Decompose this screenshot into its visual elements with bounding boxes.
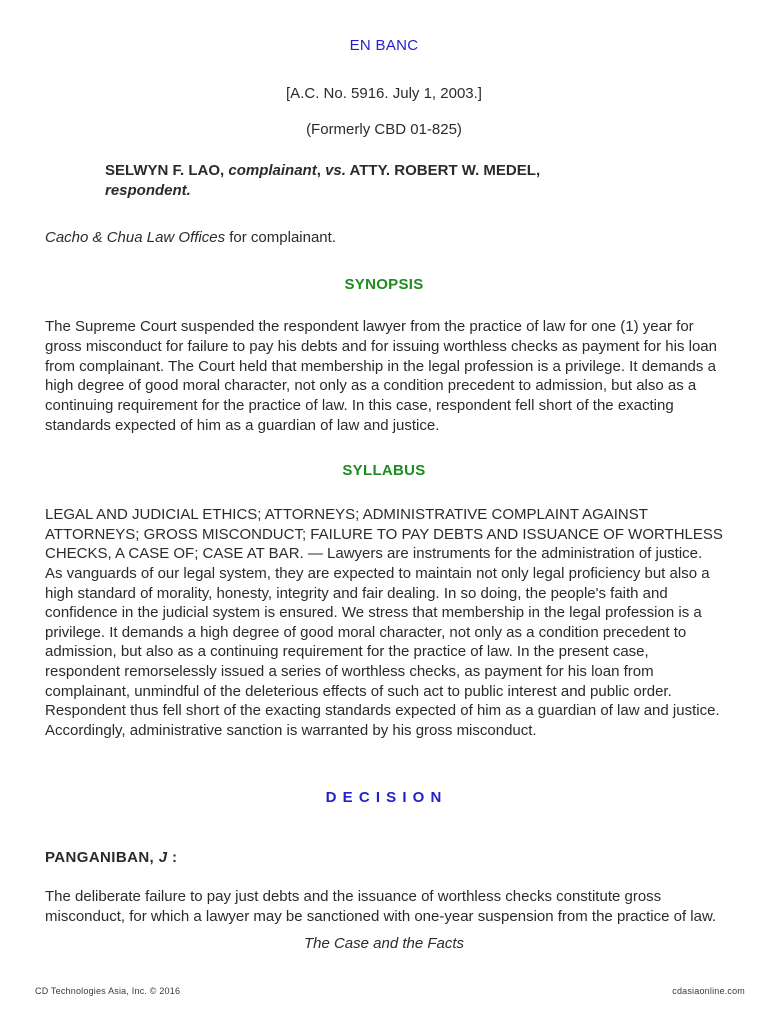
footer-website: cdasiaonline.com — [672, 986, 745, 997]
ponente-line — [45, 848, 723, 868]
ponente-name: PANGANIBAN, — [45, 849, 159, 867]
counsel-rest: for complainant. — [225, 229, 336, 247]
counsel-line — [45, 228, 723, 248]
synopsis-heading: SYNOPSIS — [344, 275, 424, 293]
formerly-number: (Formerly CBD 01-825) — [306, 121, 462, 139]
synopsis-paragraph: The Supreme Court suspended the respondent lawyer from the practice of law for one (1) year for gross misconduct for failure to pay his debts and for issuing worthless checks as payment for his loan from complainant. The Court held that membership in the legal profession is a privilege. It demands a high degree of good moral character, not only as a condition precedent to admission, but also as a continuing requirement for the practice of law. In this case, respondent fell short of the exacting standards expected of him as a guardian of law and justice. — [45, 318, 717, 434]
ponente-j: J — [158, 849, 168, 867]
case-number: [A.C. No. 5916. July 1, 2003.] — [286, 84, 482, 102]
separator: , — [316, 161, 326, 179]
versus-label: vs. — [325, 161, 346, 179]
ponente-colon: : — [167, 849, 178, 867]
separator: , — [220, 161, 229, 179]
complainant-name: SELWYN F. LAO — [105, 161, 221, 179]
section-subheading: The Case and the Facts — [303, 935, 465, 953]
respondent-name: ATTY. ROBERT W. MEDEL — [349, 161, 536, 179]
decision-paragraph: The deliberate failure to pay just debts and the issuance of worthless checks constitute gross misconduct, for which a lawyer may be sanctioned with one-year suspension from the practice of law. — [45, 887, 717, 925]
syllabus-paragraph: LEGAL AND JUDICIAL ETHICS; ATTORNEYS; ADMINISTRATIVE COMPLAINT AGAINST ATTORNEYS; GROSS MISCONDUCT; FAILURE TO PAY DEBTS AND ISSUANCE OF WORTHLESS CHECKS, A CASE OF; CASE AT BAR. — Lawyers are instruments for the administration of justice. As vanguards of our legal system, they are expected to maintain not only legal proficiency but also a high standard of morality, honesty, integrity and fair dealing. In so doing, the people's faith and confidence in the judicial system is ensured. We stress that membership in the legal profession is a privilege. It demands a high degree of good moral character, not only as a condition precedent to admission, but also as a continuing requirement for the practice of law. In the present case, respondent remorselessly issued a series of worthless checks, as payment for his loan from complainant, unmindful of the deleterious effects of such act to public interest and public order. Respondent thus fell short of the exacting standards expected of him as a guardian of law and justice. Accordingly, administrative sanction is warranted by his gross misconduct. — [45, 505, 723, 740]
footer-copyright: CD Technologies Asia, Inc. © 2016 — [35, 986, 181, 997]
syllabus-heading: SYLLABUS — [342, 462, 426, 480]
separator: , — [535, 161, 541, 179]
page-footer — [35, 986, 745, 998]
case-title — [45, 161, 723, 200]
decision-heading: D E C I S I O N — [325, 788, 443, 806]
court-banner: EN BANC — [349, 37, 419, 54]
case-title-line1 — [105, 161, 723, 181]
case-title-line2 — [105, 181, 723, 201]
counsel-firm: Cacho & Chua Law Offices — [45, 229, 226, 247]
complainant-label: complainant — [228, 161, 317, 179]
respondent-label: respondent. — [105, 181, 191, 199]
